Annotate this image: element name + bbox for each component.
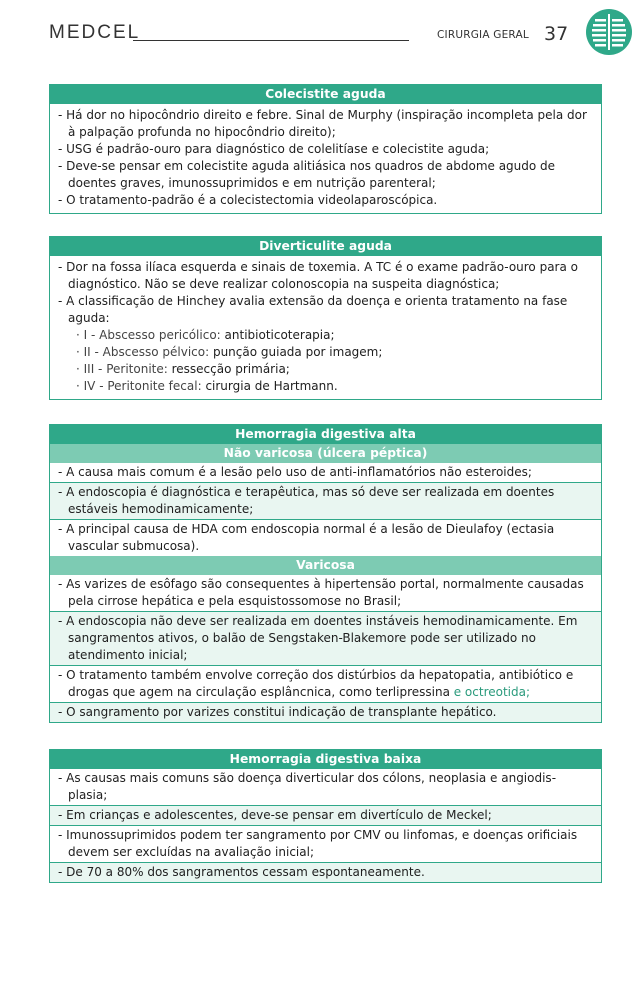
page-number: 37 — [544, 23, 569, 45]
list-item: - A classificação de Hinchey avalia extensão da doença e orienta tratamento na fase aguda: — [58, 294, 568, 325]
list-item: - O tratamento-padrão é a colecistectomia videolaparoscópica. — [58, 193, 438, 207]
hinchey-label: · IV - Peritonite fecal: — [76, 379, 206, 393]
hinchey-label: · I - Abscesso pericólico: — [76, 328, 225, 342]
row-text-highlight: e octreotida; — [453, 685, 531, 699]
varicosa-title: Varicosa — [50, 556, 601, 575]
hdb-box — [49, 749, 602, 883]
list-item: - USG é padrão-ouro para diagnóstico de colelitíase e colecistite aguda; — [58, 142, 490, 156]
hinchey-treatment: ressecção primária; — [171, 362, 290, 376]
table-row: - A causa mais comum é a lesão pelo uso de anti-inflamatórios não esteroides; — [58, 465, 532, 479]
diverticulite-box — [49, 236, 602, 400]
list-item: - Deve-se pensar em colecistite aguda alitiásica nos quadros de abdome agudo de doentes graves, imunossuprimidos e em nutrição parenteral; — [58, 159, 556, 190]
table-row: - A principal causa de HDA com endoscopia normal é a lesão de Dieulafoy (ectasia vascular submucosa). — [50, 519, 601, 556]
table-row: - As causas mais comuns são doença diverticular dos cólons, neoplasia e angiodis-plasia; — [58, 771, 557, 802]
colecistite-title: Colecistite aguda — [50, 85, 601, 104]
table-row: - O sangramento por varizes constitui indicação de transplante hepático. — [50, 702, 601, 722]
hinchey-item — [58, 327, 595, 344]
table-row: - Imunossuprimidos podem ter sangramento por CMV ou linfomas, e doenças orificiais devem ser excluídas na avaliação inicial; — [50, 825, 601, 862]
hinchey-item — [58, 378, 595, 395]
table-row: - As varizes de esôfago são consequentes à hipertensão portal, normalmente causadas pela cirrose hepática e pela esquistossomose no Brasil; — [58, 577, 584, 608]
colecistite-box — [49, 84, 602, 214]
table-row: - De 70 a 80% dos sangramentos cessam espontaneamente. — [50, 862, 601, 882]
nao-varicosa-title: Não varicosa (úlcera péptica) — [50, 444, 601, 463]
brand-logo-text: MEDCEL — [49, 22, 141, 43]
hinchey-item — [58, 361, 595, 378]
hinchey-treatment: antibioticoterapia; — [224, 328, 335, 342]
medcel-emblem-icon — [585, 8, 633, 56]
page-header — [0, 0, 638, 72]
hdb-title: Hemorragia digestiva baixa — [50, 750, 601, 769]
hinchey-label: · II - Abscesso pélvico: — [76, 345, 213, 359]
list-item: - Há dor no hipocôndrio direito e febre. Sinal de Murphy (inspiração incompleta pela dor à palpação profunda no hipocôndrio direito); — [58, 108, 587, 139]
section-name: CIRURGIA GERAL — [437, 29, 529, 41]
table-row: - A endoscopia é diagnóstica e terapêutica, mas só deve ser realizada em doentes estáveis hemodinamicamente; — [50, 482, 601, 519]
hinchey-treatment: punção guiada por imagem; — [212, 345, 383, 359]
hinchey-treatment: cirurgia de Hartmann. — [205, 379, 338, 393]
table-row: - A endoscopia não deve ser realizada em doentes instáveis hemodinamicamente. Em sangramentos ativos, o balão de Sengstaken-Blakemore pode ser utilizado no atendimento inicial; — [50, 611, 601, 665]
hda-title: Hemorragia digestiva alta — [50, 425, 601, 444]
table-row — [50, 665, 601, 702]
list-item: - Dor na fossa ilíaca esquerda e sinais de toxemia. A TC é o exame padrão-ouro para o diagnóstico. Não se deve realizar colonoscopia na suspeita diagnóstica; — [58, 260, 579, 291]
diverticulite-title: Diverticulite aguda — [50, 237, 601, 256]
hinchey-item — [58, 344, 595, 361]
hda-box — [49, 424, 602, 723]
header-rule — [133, 40, 409, 41]
row-text: - O tratamento também envolve correção dos distúrbios da hepatopatia, antibiótico e drogas que agem na circulação esplâncnica, como terlipressina — [58, 668, 574, 699]
table-row: - Em crianças e adolescentes, deve-se pensar em divertículo de Meckel; — [50, 805, 601, 825]
hinchey-label: · III - Peritonite: — [76, 362, 172, 376]
